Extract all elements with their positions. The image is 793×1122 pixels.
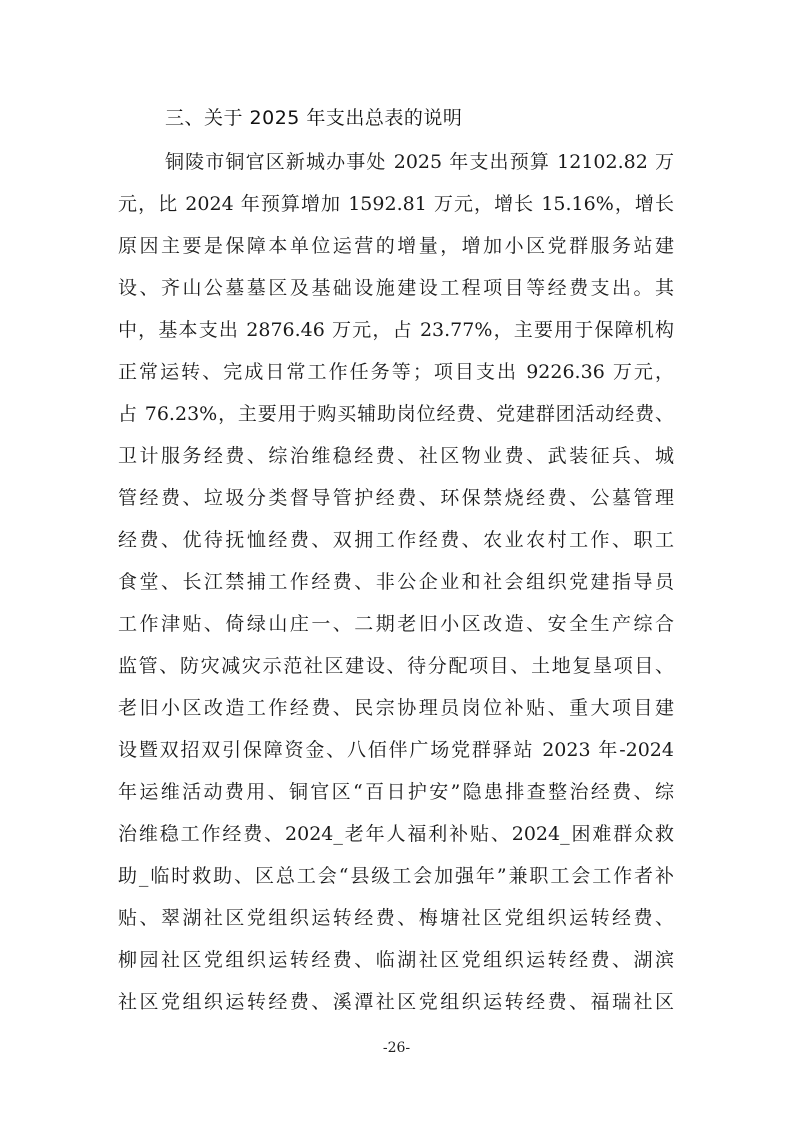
paragraph-line: 中，基本支出 2876.46 万元，占 23.77%，主要用于保障机构: [118, 319, 674, 341]
section-heading: 三、关于 2025 年支出总表的说明: [165, 107, 463, 129]
paragraph-line: 老旧小区改造工作经费、民宗协理员岗位补贴、重大项目建: [118, 697, 674, 719]
paragraph-line: 治维稳工作经费、2024_老年人福利补贴、2024_困难群众救: [118, 823, 674, 845]
paragraph-line: 原因主要是保障本单位运营的增量，增加小区党群服务站建: [118, 235, 674, 257]
paragraph-line: 食堂、长江禁捕工作经费、非公企业和社会组织党建指导员: [118, 571, 674, 593]
paragraph-line: 柳园社区党组织运转经费、临湖社区党组织运转经费、湖滨: [118, 949, 674, 971]
paragraph-line: 监管、防灾减灾示范社区建设、待分配项目、土地复垦项目、: [118, 655, 674, 677]
paragraph-line: 卫计服务经费、综治维稳经费、社区物业费、武装征兵、城: [118, 445, 674, 467]
paragraph-line: 占 76.23%，主要用于购买辅助岗位经费、党建群团活动经费、: [118, 403, 674, 425]
paragraph-line: 年运维活动费用、铜官区“百日护安”隐患排查整治经费、综: [118, 781, 674, 803]
paragraph-line: 正常运转、完成日常工作任务等；项目支出 9226.36 万元，: [118, 361, 674, 383]
paragraph-line: 元，比 2024 年预算增加 1592.81 万元，增长 15.16%，增长: [118, 193, 674, 215]
paragraph-line: 经费、优待抚恤经费、双拥工作经费、农业农村工作、职工: [118, 529, 674, 551]
paragraph-line: 设暨双招双引保障资金、八佰伴广场党群驿站 2023 年-2024: [118, 739, 674, 761]
paragraph-line: 贴、翠湖社区党组织运转经费、梅塘社区党组织运转经费、: [118, 907, 674, 929]
paragraph-line: 铜陵市铜官区新城办事处 2025 年支出预算 12102.82 万: [165, 151, 674, 173]
paragraph-line: 管经费、垃圾分类督导管护经费、环保禁烧经费、公墓管理: [118, 487, 674, 509]
page-number: -26-: [382, 1040, 411, 1056]
paragraph-line: 助_临时救助、区总工会“县级工会加强年”兼职工会工作者补: [118, 865, 674, 887]
paragraph-line: 工作津贴、倚绿山庄一、二期老旧小区改造、安全生产综合: [118, 613, 674, 635]
paragraph-line: 社区党组织运转经费、溪潭社区党组织运转经费、福瑞社区: [118, 991, 674, 1013]
paragraph-line: 设、齐山公墓墓区及基础设施建设工程项目等经费支出。其: [118, 277, 674, 299]
